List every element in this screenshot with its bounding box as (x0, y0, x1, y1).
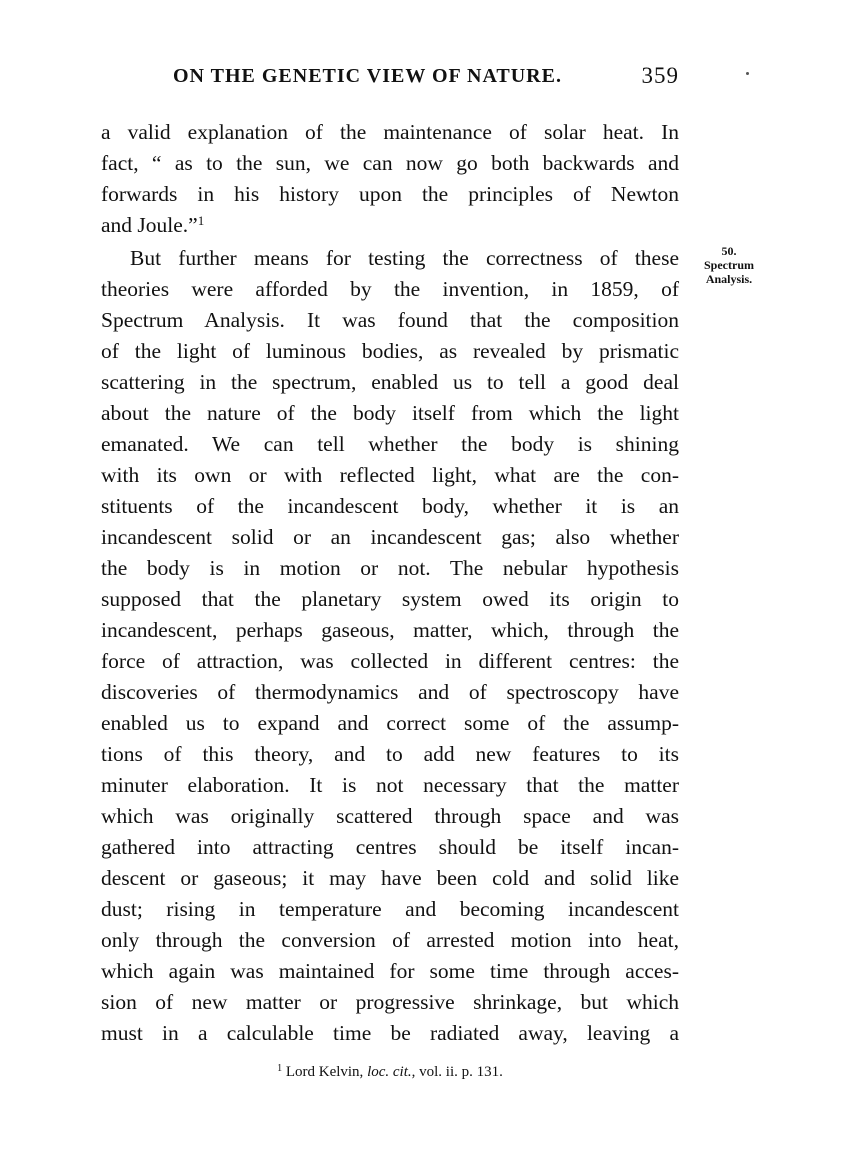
text-line: scattering in the spectrum, enabled us to tell a good deal (101, 370, 679, 394)
text-line: which was originally scattered through space and was (101, 804, 679, 828)
text-line: incandescent solid or an incandescent gas; also whether (101, 525, 679, 549)
text-line: only through the conversion of arrested motion into heat, (101, 928, 679, 952)
text-line: fact, “ as to the sun, we can now go both backwards and (101, 151, 679, 175)
text-line: and Joule.” (101, 213, 198, 237)
side-note-line2: Analysis. (705, 272, 753, 286)
text-line: must in a calculable time be radiated away, leaving a (101, 1021, 679, 1045)
text-line: which again was maintained for some time through acces- (101, 959, 679, 983)
text-line: descent or gaseous; it may have been cold and solid like (101, 866, 679, 890)
footnote (101, 1064, 679, 1081)
text-line: enabled us to expand and correct some of the assump- (101, 711, 679, 735)
side-note-number: 50. (721, 244, 737, 258)
footnote-reference: 1 (197, 213, 205, 228)
running-title: ON THE GENETIC VIEW OF NATURE. (173, 65, 562, 87)
text-line: of the light of luminous bodies, as revealed by prismatic (101, 339, 679, 363)
text-line: incandescent, perhaps gaseous, matter, which, through the (101, 618, 679, 642)
text-line: discoveries of thermodynamics and of spectroscopy have (101, 680, 679, 704)
text-line: sion of new matter or progressive shrinkage, but which (101, 990, 679, 1014)
text-line-last (101, 210, 679, 241)
text-line: stituents of the incandescent body, whether it is an (101, 494, 679, 518)
text-line: the body is in motion or not. The nebular hypothesis (101, 556, 679, 580)
text-line: forwards in his history upon the principles of Newton (101, 182, 679, 206)
text-line: a valid explanation of the maintenance of solar heat. In (101, 120, 679, 144)
text-line: theories were afforded by the invention, in 1859, of (101, 277, 679, 301)
text-line: tions of this theory, and to add new features to its (101, 742, 679, 766)
page-number: 359 (641, 63, 679, 88)
footnote-reference-text: , vol. ii. p. 131. (411, 1064, 503, 1080)
side-note-line1: Spectrum (704, 258, 754, 272)
running-header (101, 58, 679, 94)
text-line: But further means for testing the correctness of these (130, 246, 679, 270)
text-line: force of attraction, was collected in different centres: the (101, 649, 679, 673)
text-line: emanated. We can tell whether the body is shining (101, 432, 679, 456)
footnote-author: Lord Kelvin, (285, 1064, 364, 1080)
text-line: supposed that the planetary system owed its origin to (101, 587, 679, 611)
text-line: with its own or with reflected light, what are the con- (101, 463, 679, 487)
text-line: minuter elaboration. It is not necessary that the matter (101, 773, 679, 797)
side-note (690, 244, 768, 286)
text-line: Spectrum Analysis. It was found that the composition (101, 308, 679, 332)
text-line: about the nature of the body itself from which the light (101, 401, 679, 425)
text-line: gathered into attracting centres should be itself incan- (101, 835, 679, 859)
text-line: dust; rising in temperature and becoming incandescent (101, 897, 679, 921)
footnote-loc-cit: loc. cit. (367, 1064, 412, 1080)
print-speck (746, 72, 749, 75)
footnote-marker: 1 (277, 1063, 283, 1074)
